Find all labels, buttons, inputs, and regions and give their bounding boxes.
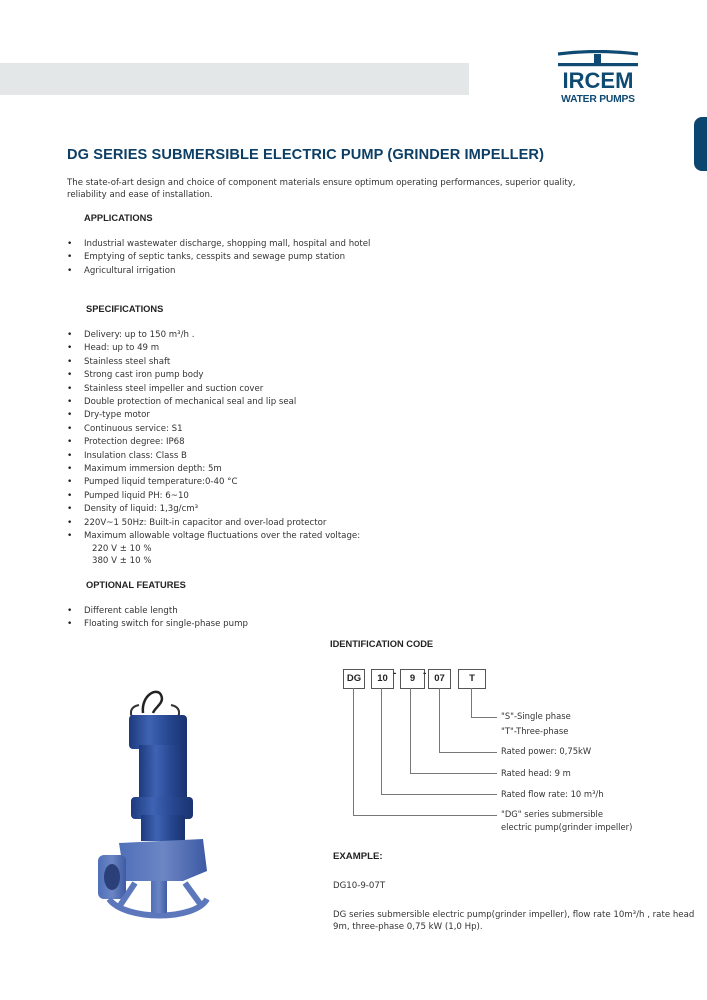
example-code: DG10-9-07T — [333, 881, 386, 891]
connector-line — [353, 688, 354, 815]
applications-list — [67, 238, 370, 278]
list-item: • Maximum immersion depth: 5m — [67, 463, 360, 476]
connector-line — [353, 815, 497, 816]
brand-logo — [556, 50, 640, 110]
list-item: • Pumped liquid temperature:0-40 °C — [67, 476, 360, 489]
legend-phase-three: "T"-Three-phase — [501, 726, 569, 736]
header-band — [0, 63, 469, 95]
voltage-line: 220 V ± 10 % — [92, 544, 152, 554]
intro-paragraph: The state-of-art design and choice of component materials ensure optimum operating performances, superior quality, reliability and ease of installation. — [67, 178, 576, 200]
connector-line — [410, 773, 497, 774]
logo-wordmark: IRCEM — [562, 68, 634, 93]
list-item: • 220V~1 50Hz: Built-in capacitor and over-load protector — [67, 517, 360, 530]
code-box-series: DG — [343, 669, 365, 689]
list-item: • Different cable length — [67, 605, 248, 618]
legend-power: Rated power: 0,75kW — [501, 746, 592, 756]
connector-line — [381, 688, 382, 794]
connector-line — [439, 752, 497, 753]
example-description: DG series submersible electric pump(grinder impeller), flow rate 10m³/h , rate head 9m, three-phase 0,75 kW (1,0 Hp). — [333, 910, 695, 932]
pump-image — [95, 685, 225, 925]
list-item: • Dry-type motor — [67, 409, 360, 422]
section-tab[interactable] — [694, 117, 707, 171]
connector-line — [471, 688, 472, 717]
list-item: • Stainless steel impeller and suction cover — [67, 383, 360, 396]
list-item: • Protection degree: IP68 — [67, 436, 360, 449]
page-title: DG SERIES SUBMERSIBLE ELECTRIC PUMP (GRINDER IMPELLER) — [67, 147, 545, 163]
applications-heading: APPLICATIONS — [84, 213, 153, 223]
legend-phase-single: "S"-Single phase — [501, 711, 571, 721]
optional-list — [67, 605, 248, 632]
connector-line — [410, 688, 411, 773]
list-item: • Density of liquid: 1,3g/cm³ — [67, 503, 360, 516]
cable-icon — [143, 692, 162, 713]
list-item: • Continuous service: S1 — [67, 423, 360, 436]
list-item: • Strong cast iron pump body — [67, 369, 360, 382]
legend-head: Rated head: 9 m — [501, 768, 571, 778]
code-box-head: 9 — [400, 669, 425, 689]
specifications-list — [67, 329, 360, 544]
example-heading: EXAMPLE: — [333, 851, 383, 862]
code-box-power: 07 — [428, 669, 451, 689]
connector-line — [439, 688, 440, 752]
code-separator: - — [393, 668, 397, 679]
legend-series-desc: electric pump(grinder impeller) — [501, 822, 633, 832]
list-item: • Head: up to 49 m — [67, 342, 360, 355]
logo-tagline: WATER PUMPS — [561, 94, 635, 105]
list-item: • Floating switch for single-phase pump — [67, 618, 248, 631]
list-item: • Delivery: up to 150 m³/h . — [67, 329, 360, 342]
list-item: • Pumped liquid PH: 6~10 — [67, 490, 360, 503]
identification-heading: IDENTIFICATION CODE — [330, 639, 434, 649]
code-box-phase: T — [458, 669, 486, 689]
list-item: • Insulation class: Class B — [67, 450, 360, 463]
voltage-line: 380 V ± 10 % — [92, 556, 152, 566]
list-item: • Double protection of mechanical seal and lip seal — [67, 396, 360, 409]
list-item: • Agricultural irrigation — [67, 265, 370, 278]
connector-line — [471, 717, 497, 718]
optional-heading: OPTIONAL FEATURES — [86, 580, 186, 590]
specifications-heading: SPECIFICATIONS — [86, 304, 164, 314]
code-box-flow: 10 — [371, 669, 394, 689]
list-item: • Maximum allowable voltage fluctuations over the rated voltage: — [67, 530, 360, 543]
code-separator: - — [423, 668, 427, 679]
list-item: • Industrial wastewater discharge, shopping mall, hospital and hotel — [67, 238, 370, 251]
connector-line — [381, 794, 497, 795]
list-item: • Emptying of septic tanks, cesspits and sewage pump station — [67, 251, 370, 264]
legend-flow: Rated flow rate: 10 m³/h — [501, 789, 604, 799]
list-item: • Stainless steel shaft — [67, 356, 360, 369]
legend-series: "DG" series submersible — [501, 809, 603, 819]
